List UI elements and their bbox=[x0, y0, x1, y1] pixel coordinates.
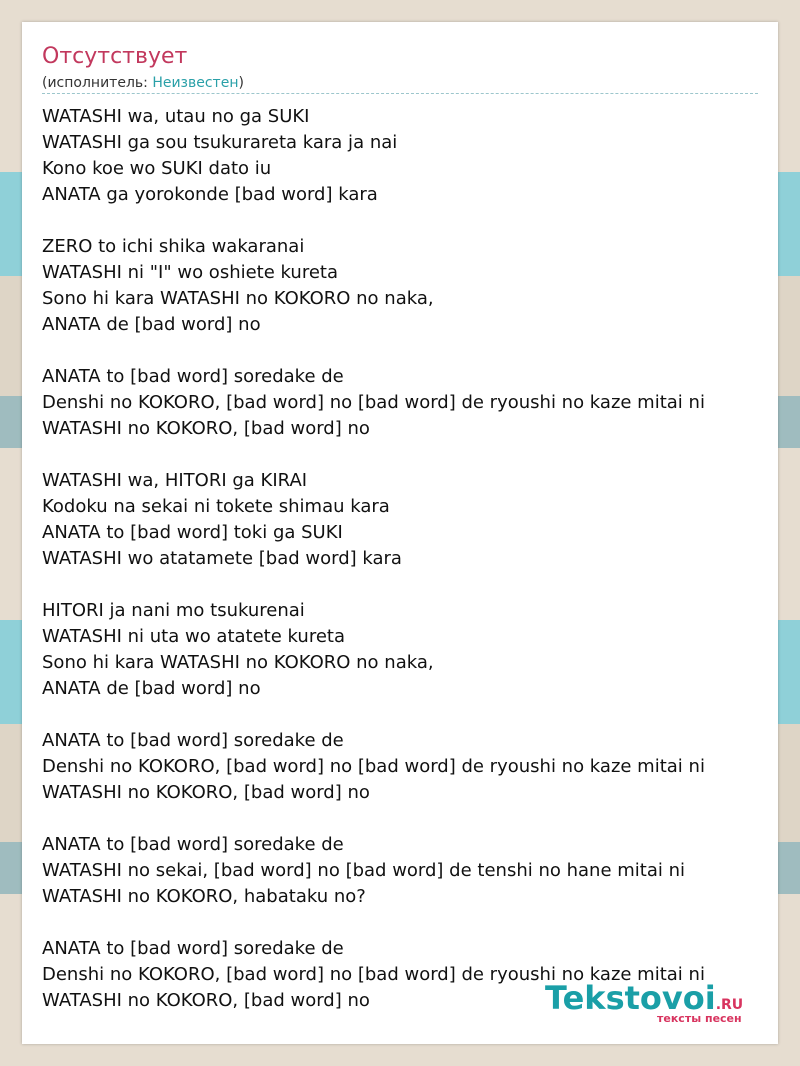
lyric-line: WATASHI no sekai, [bad word] no [bad word] de tenshi no hane mitai ni bbox=[42, 860, 685, 881]
artist-suffix: ) bbox=[238, 75, 244, 91]
lyric-blank-line bbox=[42, 910, 762, 936]
lyric-line: ANATA to [bad word] soredake de bbox=[42, 730, 344, 751]
lyric-line: Denshi no KOKORO, [bad word] no [bad word] de ryoushi no kaze mitai ni bbox=[42, 392, 705, 413]
lyric-line: Denshi no KOKORO, [bad word] no [bad word] de ryoushi no kaze mitai ni bbox=[42, 756, 705, 777]
lyric-line: WATASHI wa, utau no ga SUKI bbox=[42, 106, 310, 127]
lyric-line: WATASHI wo atatamete [bad word] kara bbox=[42, 548, 402, 569]
song-title: Отсутствует bbox=[42, 44, 188, 69]
logo-tagline: тексты песен bbox=[657, 1012, 742, 1025]
lyric-line: WATASHI wa, HITORI ga KIRAI bbox=[42, 470, 308, 491]
lyric-blank-line bbox=[42, 572, 762, 598]
logo-tld: .RU bbox=[715, 997, 744, 1013]
divider bbox=[42, 93, 758, 94]
lyric-line: Kodoku na sekai ni tokete shimau kara bbox=[42, 496, 390, 517]
lyric-line: WATASHI no KOKORO, [bad word] no bbox=[42, 990, 370, 1011]
lyric-line: ANATA de [bad word] no bbox=[42, 678, 261, 699]
lyric-blank-line bbox=[42, 702, 762, 728]
lyric-line: ZERO to ichi shika wakaranai bbox=[42, 236, 305, 257]
lyric-blank-line bbox=[42, 338, 762, 364]
artist-link[interactable]: Неизвестен bbox=[152, 75, 239, 91]
lyric-line: WATASHI no KOKORO, [bad word] no bbox=[42, 782, 370, 803]
lyric-line: WATASHI ga sou tsukurareta kara ja nai bbox=[42, 132, 398, 153]
lyric-blank-line bbox=[42, 806, 762, 832]
lyric-line: ANATA ga yorokonde [bad word] kara bbox=[42, 184, 378, 205]
lyrics-card bbox=[22, 22, 778, 1044]
lyric-line: ANATA de [bad word] no bbox=[42, 314, 261, 335]
lyric-line: HITORI ja nani mo tsukurenai bbox=[42, 600, 305, 621]
lyric-line: ANATA to [bad word] soredake de bbox=[42, 366, 344, 387]
lyric-line: WATASHI no KOKORO, [bad word] no bbox=[42, 418, 370, 439]
logo-main-text: Tekstovoi bbox=[545, 979, 716, 1017]
lyric-line: WATASHI no KOKORO, habataku no? bbox=[42, 886, 366, 907]
lyric-line: ANATA to [bad word] soredake de bbox=[42, 834, 344, 855]
artist-prefix: (исполнитель: bbox=[42, 75, 153, 91]
artist-line bbox=[42, 74, 244, 92]
lyric-line: Sono hi kara WATASHI no KOKORO no naka, bbox=[42, 652, 434, 673]
lyric-blank-line bbox=[42, 208, 762, 234]
lyric-line: WATASHI ni "I" wo oshiete kureta bbox=[42, 262, 338, 283]
lyric-line: Denshi no KOKORO, [bad word] no [bad word] de ryoushi no kaze mitai ni bbox=[42, 964, 705, 985]
lyric-blank-line bbox=[42, 442, 762, 468]
lyric-line: ANATA to [bad word] soredake de bbox=[42, 938, 344, 959]
lyric-line: Kono koe wo SUKI dato iu bbox=[42, 158, 272, 179]
lyric-line: WATASHI ni uta wo atatete kureta bbox=[42, 626, 345, 647]
lyric-line: ANATA to [bad word] toki ga SUKI bbox=[42, 522, 343, 543]
lyrics-text bbox=[42, 104, 762, 1014]
site-logo[interactable] bbox=[545, 980, 775, 1028]
lyric-line: Sono hi kara WATASHI no KOKORO no naka, bbox=[42, 288, 434, 309]
